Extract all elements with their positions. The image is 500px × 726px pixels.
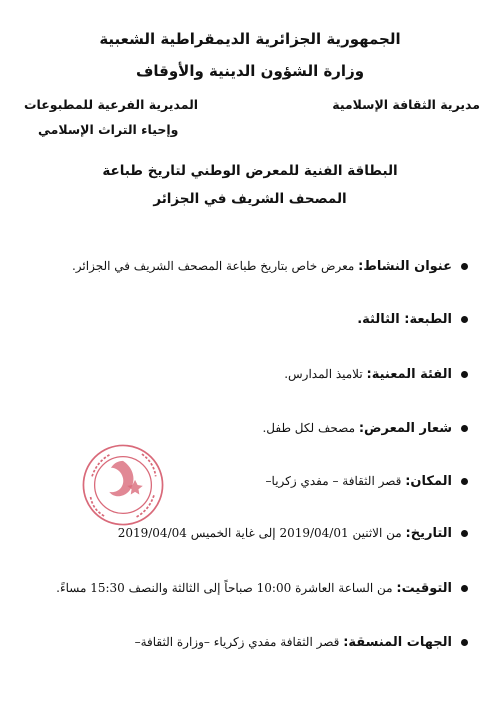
republic-heading: الجمهورية الجزائرية الديمقراطية الشعبية — [99, 30, 401, 48]
item-label: التوقيت: — [396, 581, 452, 596]
item-label: عنوان النشاط: — [358, 259, 452, 274]
subdirectorate-heading-line1: المديرية الفرعية للمطبوعات — [24, 97, 199, 112]
bullet-icon — [461, 425, 468, 432]
item-coordinators — [48, 634, 468, 650]
item-label: التاريخ: — [405, 526, 452, 541]
subdirectorate-heading-line2: وإحياء التراث الإسلامي — [38, 122, 179, 137]
seal-emblem — [109, 461, 133, 496]
bullet-icon — [461, 639, 468, 646]
item-edition — [48, 311, 468, 327]
item-value: من الساعة العاشرة 10:00 صباحاً إلى الثالثة والنصف 15:30 مساءً. — [56, 581, 397, 595]
item-value: تلاميذ المدارس. — [284, 367, 367, 381]
item-label: الطبعة: — [404, 312, 452, 327]
item-target-group — [48, 366, 468, 382]
item-timing — [48, 580, 468, 596]
item-label: الجهات المنسقة: — [343, 635, 452, 650]
item-value: قصر الثقافة – مفدي زكريا– — [265, 474, 406, 488]
bullet-icon — [461, 371, 468, 378]
item-label: شعار المعرض: — [358, 421, 452, 436]
bullet-icon — [461, 316, 468, 323]
bullet-icon — [461, 263, 468, 270]
item-value: من الاثنين 2019/04/01 إلى غاية الخميس 2019/04/04 — [117, 526, 406, 540]
document-title-line2: المصحف الشريف في الجزائر — [153, 191, 347, 207]
bullet-icon — [461, 530, 468, 537]
item-activity-title — [48, 258, 468, 274]
item-label: الفئة المعنية: — [366, 367, 452, 382]
item-value: الثالثة. — [357, 312, 405, 327]
bullet-icon — [461, 585, 468, 592]
item-value: مصحف لكل طفل. — [262, 421, 359, 435]
ministry-heading: وزارة الشؤون الدينية والأوقاف — [135, 62, 365, 80]
document-title-line1: البطاقة الفنية للمعرض الوطني لتاريخ طباعة — [102, 163, 398, 179]
directorate-heading: مديرية الثقافة الإسلامية — [332, 97, 480, 112]
bullet-icon — [461, 478, 468, 485]
item-value: معرض خاص بتاريخ طباعة المصحف الشريف في الجزائر. — [71, 259, 359, 273]
item-label: المكان: — [405, 474, 452, 489]
item-slogan — [48, 420, 468, 436]
official-seal-icon — [80, 442, 166, 528]
item-value: قصر الثقافة مفدي زكرياء –وزارة الثقافة– — [134, 635, 344, 649]
